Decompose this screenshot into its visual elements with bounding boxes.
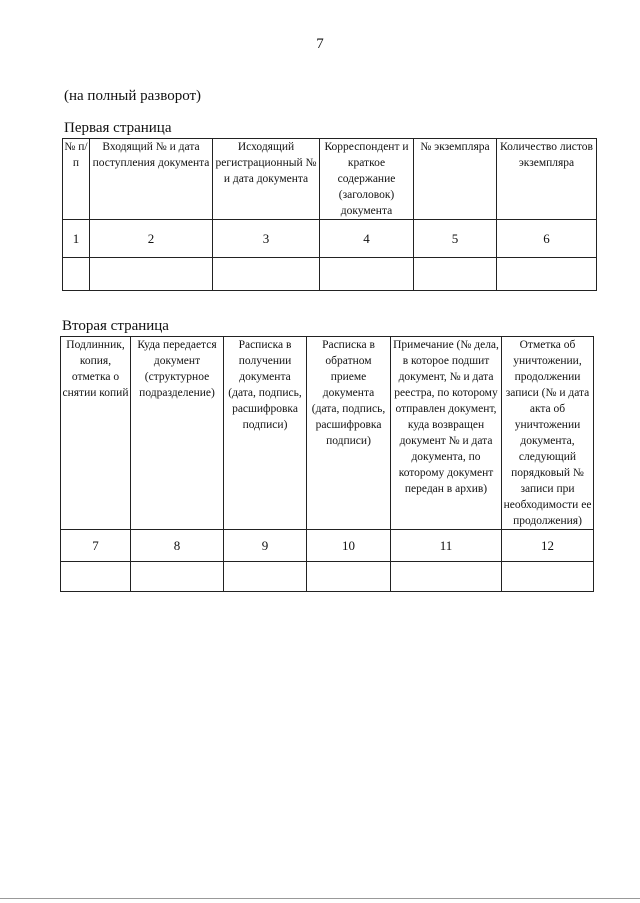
- header-row: [63, 139, 597, 220]
- empty-cell: [391, 562, 502, 592]
- column-number: 7: [61, 530, 131, 562]
- empty-row: [61, 562, 594, 592]
- column-number: 9: [224, 530, 307, 562]
- empty-cell: [307, 562, 391, 592]
- empty-cell: [63, 258, 90, 291]
- empty-cell: [320, 258, 414, 291]
- header-cell: Расписка в получении документа (дата, подпись, расшифровка подписи): [224, 337, 307, 530]
- column-number-row: [61, 530, 594, 562]
- header-cell: Исходящий регистрационный № и дата документа: [213, 139, 320, 220]
- first-page-caption: Первая страница: [64, 120, 172, 136]
- column-number: 11: [391, 530, 502, 562]
- empty-cell: [414, 258, 497, 291]
- header-cell: № экземпляра: [414, 139, 497, 220]
- column-number: 3: [213, 220, 320, 258]
- second-page-table: [60, 336, 594, 592]
- column-number: 6: [497, 220, 597, 258]
- second-page-caption: Вторая страница: [62, 318, 169, 334]
- header-cell: Примечание (№ дела, в которое подшит документ, № и дата реестра, по которому отправлен документ, куда возвращен документ № и дата документа, по которому документ передан в архив): [391, 337, 502, 530]
- header-cell: Количество листов экземпляра: [497, 139, 597, 220]
- page-number: 7: [316, 36, 324, 52]
- column-number: 8: [131, 530, 224, 562]
- column-number: 4: [320, 220, 414, 258]
- header-row: [61, 337, 594, 530]
- first-page-table: [62, 138, 597, 291]
- column-number: 12: [502, 530, 594, 562]
- empty-cell: [61, 562, 131, 592]
- empty-cell: [131, 562, 224, 592]
- header-cell: Подлинник, копия, отметка о снятии копий: [61, 337, 131, 530]
- empty-cell: [497, 258, 597, 291]
- column-number: 1: [63, 220, 90, 258]
- scan-edge: [0, 898, 640, 899]
- header-cell: Отметка об уничтожении, продолжении записи (№ и дата акта об уничтожении документа, следующий порядковый № записи при необходимости ее продолжения): [502, 337, 594, 530]
- header-cell: Корреспондент и краткое содержание (заголовок) документа: [320, 139, 414, 220]
- spread-note: (на полный разворот): [64, 88, 202, 104]
- header-cell: Входящий № и дата поступления документа: [90, 139, 213, 220]
- header-cell: № п/п: [63, 139, 90, 220]
- column-number: 2: [90, 220, 213, 258]
- empty-cell: [224, 562, 307, 592]
- empty-cell: [90, 258, 213, 291]
- empty-cell: [502, 562, 594, 592]
- empty-cell: [213, 258, 320, 291]
- column-number: 10: [307, 530, 391, 562]
- column-number-row: [63, 220, 597, 258]
- header-cell: Расписка в обратном приеме документа (дата, подпись, расшифровка подписи): [307, 337, 391, 530]
- empty-row: [63, 258, 597, 291]
- column-number: 5: [414, 220, 497, 258]
- header-cell: Куда передается документ (структурное подразделение): [131, 337, 224, 530]
